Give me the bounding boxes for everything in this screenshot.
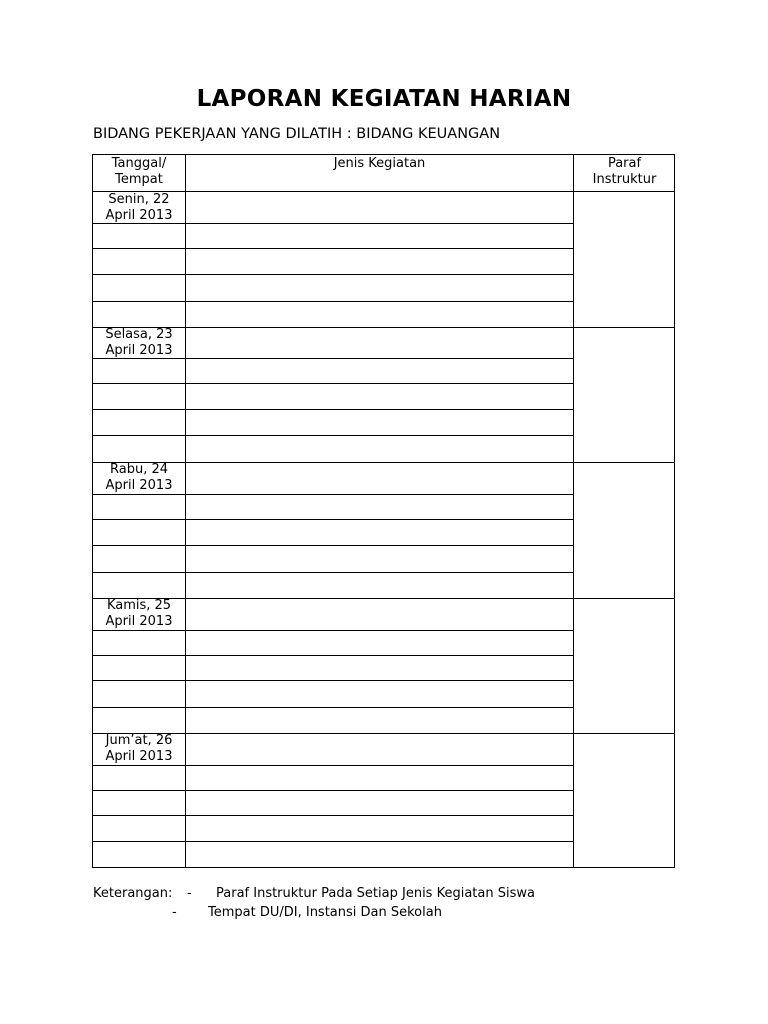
day-label: Jum’at, 26 <box>105 733 173 748</box>
row-divider <box>93 841 574 842</box>
day-cell-kamis <box>93 598 185 629</box>
day-cell-selasa <box>93 327 185 358</box>
row-divider <box>93 274 574 275</box>
header-signature <box>574 156 675 188</box>
day-cell-senin <box>93 192 185 223</box>
header-activity: Jenis Kegiatan <box>333 156 426 171</box>
month-label: April 2013 <box>105 477 173 493</box>
row-divider <box>93 519 574 520</box>
row-divider <box>93 707 574 708</box>
day-cell-rabu <box>93 462 185 493</box>
row-divider <box>93 383 574 384</box>
row-divider <box>93 223 574 224</box>
day-label: Kamis, 25 <box>106 598 172 613</box>
row-divider <box>93 815 574 816</box>
day-cell-jumat <box>93 733 185 764</box>
header-date-line1: Tanggal/ <box>111 156 167 171</box>
row-divider <box>93 248 574 249</box>
month-label: April 2013 <box>105 613 173 629</box>
notes-label: Keterangan: <box>93 886 173 901</box>
notes-bullet: - <box>172 905 177 920</box>
row-divider <box>93 545 574 546</box>
header-signature-line1: Paraf <box>607 156 642 171</box>
row-divider <box>93 358 574 359</box>
row-divider <box>93 301 574 302</box>
row-divider <box>93 680 574 681</box>
notes-bullet: - <box>187 886 192 901</box>
day-label: Selasa, 23 <box>105 327 173 342</box>
month-label: April 2013 <box>105 748 173 764</box>
row-divider <box>93 765 574 766</box>
row-divider <box>93 435 574 436</box>
row-divider <box>93 655 574 656</box>
header-date <box>93 156 185 188</box>
row-divider <box>93 409 574 410</box>
row-divider <box>93 790 574 791</box>
month-label: April 2013 <box>105 342 173 358</box>
row-divider <box>93 572 574 573</box>
page-title: LAPORAN KEGIATAN HARIAN <box>196 86 572 112</box>
column-divider <box>573 155 574 867</box>
column-divider <box>185 155 186 867</box>
header-signature-line2: Instruktur <box>592 172 657 187</box>
day-label: Rabu, 24 <box>109 462 168 477</box>
month-label: April 2013 <box>105 207 173 223</box>
row-divider <box>93 494 574 495</box>
header-date-line2: Tempat <box>115 172 163 187</box>
activity-table <box>92 154 675 868</box>
page-subtitle: BIDANG PEKERJAAN YANG DILATIH : BIDANG KEUANGAN <box>93 126 501 142</box>
row-divider <box>93 630 574 631</box>
notes-item: Paraf Instruktur Pada Setiap Jenis Kegiatan Siswa <box>216 886 535 901</box>
notes-item: Tempat DU/DI, Instansi Dan Sekolah <box>208 905 442 920</box>
day-label: Senin, 22 <box>108 192 170 207</box>
